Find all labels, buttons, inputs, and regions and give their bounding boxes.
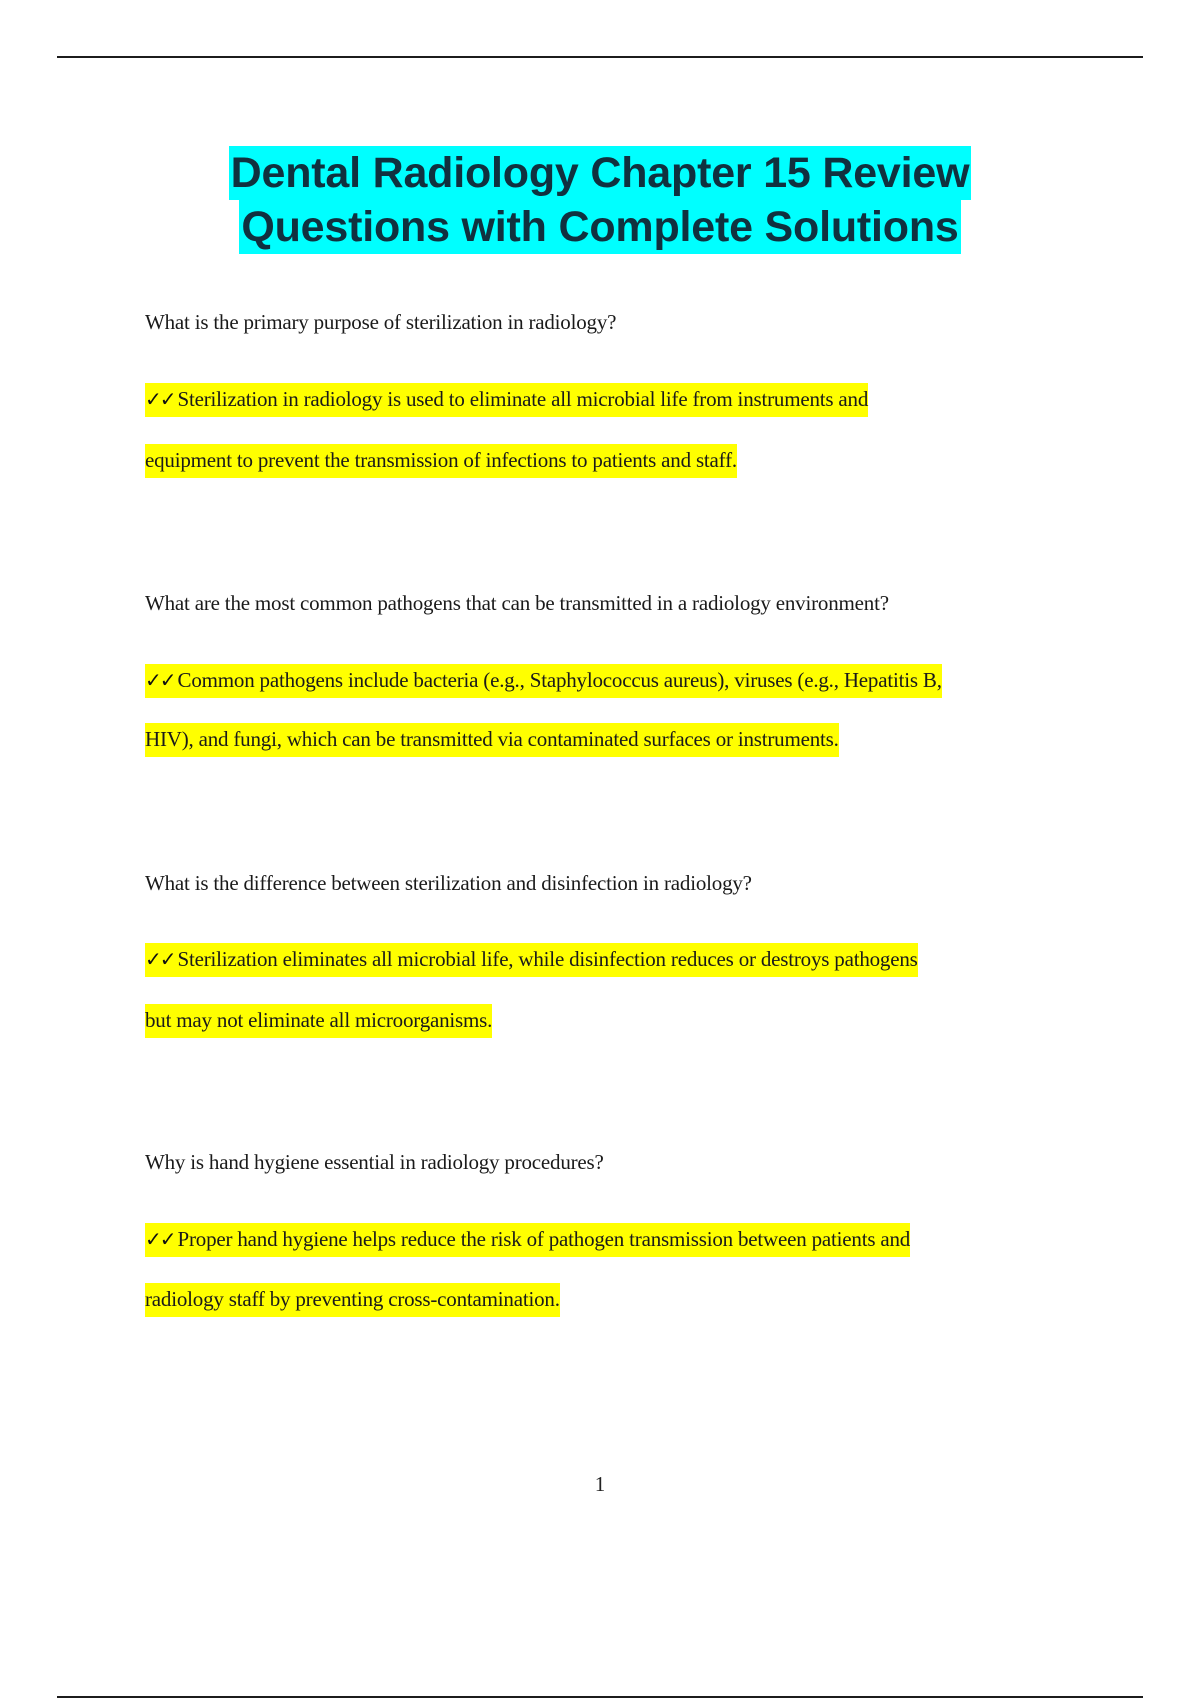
answer-line-1 (145, 1223, 910, 1257)
question-text: What is the primary purpose of sterilization in radiology? (145, 310, 617, 334)
answer-text: Sterilization eliminates all microbial life, while disinfection reduces or destroys pathogens (177, 947, 918, 971)
answer-text: Common pathogens include bacteria (e.g., Staphylococcus aureus), viruses (e.g., Hepatitis B, (177, 668, 942, 692)
double-check-icon: ✓✓ (145, 1227, 175, 1251)
answer-text: Proper hand hygiene helps reduce the risk of pathogen transmission between patients and (177, 1227, 911, 1251)
double-check-icon: ✓✓ (145, 947, 175, 971)
answer-line-2: equipment to prevent the transmission of infections to patients and staff. (145, 444, 737, 478)
title-line-2: Questions with Complete Solutions (239, 200, 960, 254)
answer-line-2: but may not eliminate all microorganisms. (145, 1004, 492, 1038)
page-number: 1 (594, 1472, 606, 1496)
header-rule (57, 56, 1143, 58)
answer-text: Sterilization in radiology is used to eliminate all microbial life from instruments and (177, 387, 869, 411)
double-check-icon: ✓✓ (145, 387, 175, 411)
answer-line-2: radiology staff by preventing cross-contamination. (145, 1283, 560, 1317)
question-text: What is the difference between sterilization and disinfection in radiology? (145, 871, 752, 895)
footer-rule (57, 1696, 1143, 1698)
double-check-icon: ✓✓ (145, 668, 175, 692)
answer-line-1 (145, 664, 942, 698)
question-text: Why is hand hygiene essential in radiology procedures? (145, 1150, 604, 1174)
answer-line-2: HIV), and fungi, which can be transmitted via contaminated surfaces or instruments. (145, 723, 839, 757)
document-title (0, 146, 1200, 254)
answer-line-1 (145, 943, 918, 977)
title-line-1: Dental Radiology Chapter 15 Review (229, 146, 972, 200)
answer-line-1 (145, 383, 868, 417)
question-text: What are the most common pathogens that can be transmitted in a radiology environment? (145, 591, 889, 615)
